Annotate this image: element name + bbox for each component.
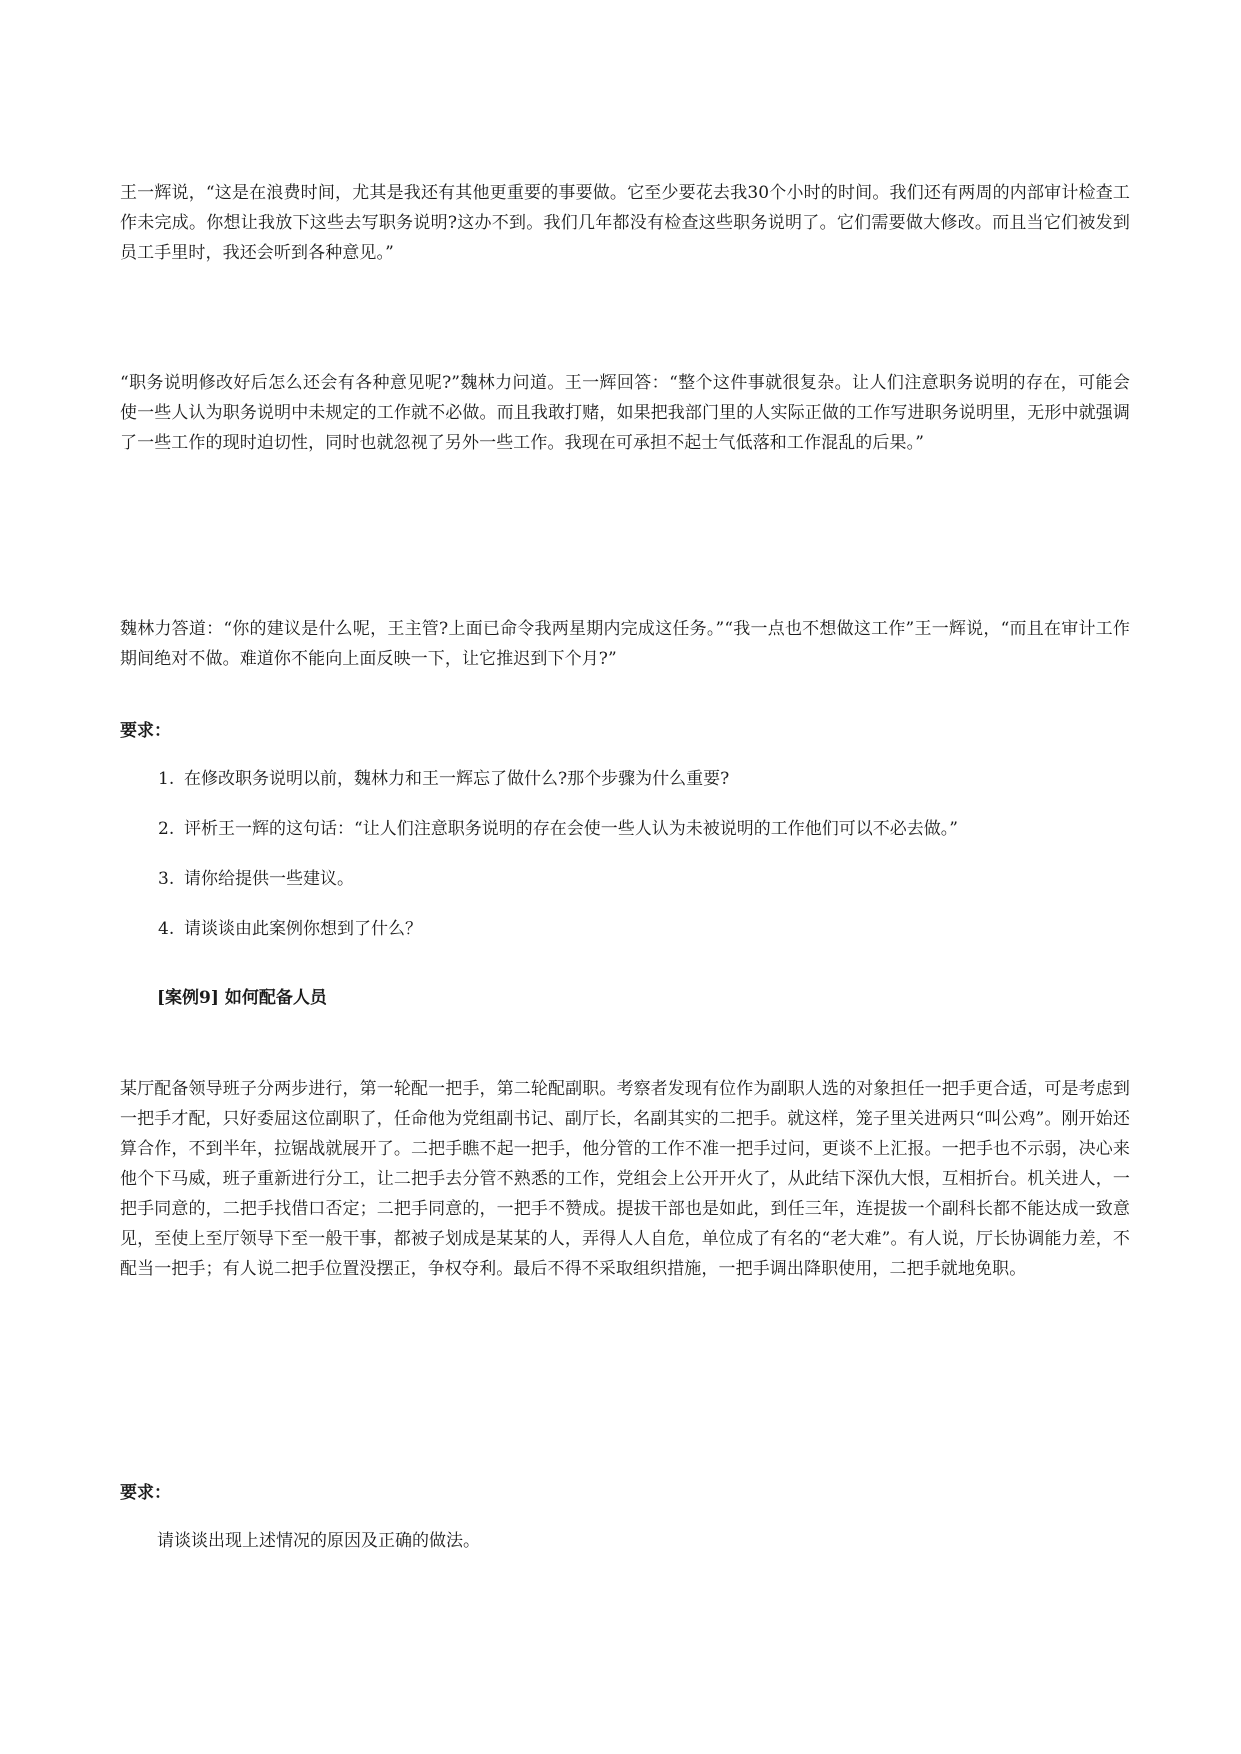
case-9-requirements-text: 请谈谈出现上述情况的原因及正确的做法。 xyxy=(157,1531,480,1551)
case-9-body: 某厅配备领导班子分两步进行，第一轮配一把手，第二轮配副职。考察者发现有位作为副职人选的对象担任一把手更合适，可是考虑到一把手才配，只好委屈这位副职了，任命他为党组副书记、副厅长，名副其实的二把手。就这样，笼子里关进两只“叫公鸡”。刚开始还算合作，不到半年，拉锯战就展开了。二把手瞧不起一把手，他分管的工作不准一把手过问，更谈不上汇报。一把手也不示弱，决心来他个下马威，班子重新进行分工，让二把手去分管不熟悉的工作，党组会上公开开火了，从此结下深仇大恨，互相折台。机关进人，一把手同意的，二把手找借口否定；二把手同意的，一把手不赞成。提拔干部也是如此，到任三年，连提拔一个副科长都不能达成一致意见，至使上至厅领导下至一般干事，都被子划成是某某的人，弄得人人自危，单位成了有名的“老大难”。有人说，厅长协调能力差，不配当一把手；有人说二把手位置没摆正，争权夺利。最后不得不采取组织措施，一把手调出降职使用，二把手就地免职。 xyxy=(120,1079,1130,1279)
paragraph-wang-yihui-complaint: 王一辉说，“这是在浪费时间，尤其是我还有其他更重要的事要做。它至少要花去我30个小时的时间。我们还有两周的内部审计检查工作未完成。你想让我放下这些去写职务说明?这办不到。我们几年都没有检查这些职务说明了。它们需要做大修改。而且当它们被发到员工手里时，我还会听到各种意见。” xyxy=(120,183,1130,263)
list-item-number: 3. xyxy=(158,869,175,889)
paragraph-wei-linli-question: “职务说明修改好后怎么还会有各种意见呢?”魏林力问道。王一辉回答：“整个这件事就很复杂。让人们注意职务说明的存在，可能会使一些人认为职务说明中未规定的工作就不必做。而且我敢打赌，如果把我部门里的人实际正做的工作写进职务说明里，无形中就强调了一些工作的现时迫切性，同时也就忽视了另外一些工作。我现在可承担不起士气低落和工作混乱的后果。” xyxy=(120,373,1130,453)
list-item-number: 4. xyxy=(158,919,175,939)
paragraph-wei-linli-reply: 魏林力答道：“你的建议是什么呢，王主管?上面已命令我两星期内完成这任务。”“我一点也不想做这工作”王一辉说，“而且在审计工作期间绝对不做。难道你不能向上面反映一下，让它推迟到下个月?” xyxy=(120,619,1130,669)
requirements-list xyxy=(158,764,1118,964)
list-item-text: 评析王一辉的这句话：“让人们注意职务说明的存在会使一些人认为未被说明的工作他们可以不必去做。” xyxy=(184,819,958,839)
list-item xyxy=(158,764,1118,814)
list-item xyxy=(158,864,1118,914)
case-9-title: [案例9] 如何配备人员 xyxy=(157,988,327,1008)
list-item-number: 1. xyxy=(158,769,175,789)
list-item xyxy=(158,814,1118,864)
case-9-requirements-heading: 要求： xyxy=(120,1483,171,1503)
requirements-heading: 要求： xyxy=(120,721,171,741)
list-item xyxy=(158,914,1118,964)
list-item-number: 2. xyxy=(158,819,175,839)
list-item-text: 请谈谈由此案例你想到了什么？ xyxy=(184,919,422,939)
list-item-text: 请你给提供一些建议。 xyxy=(184,869,354,889)
list-item-text: 在修改职务说明以前，魏林力和王一辉忘了做什么?那个步骤为什么重要? xyxy=(184,769,730,789)
